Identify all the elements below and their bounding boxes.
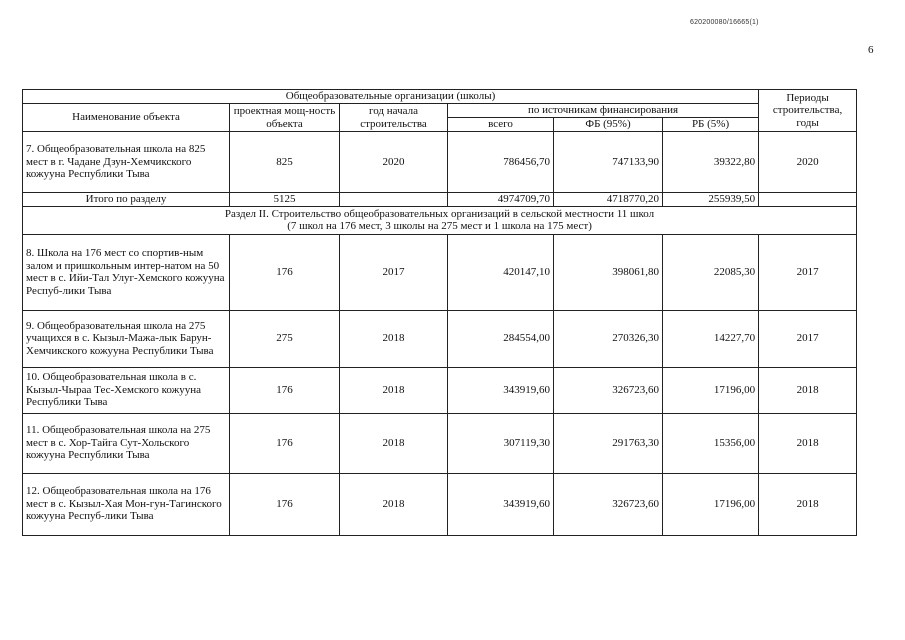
- fb-value: 326723,60: [554, 473, 663, 535]
- capacity-value: 176: [230, 413, 340, 473]
- fb-value: 398061,80: [554, 234, 663, 310]
- start-year-value: 2018: [340, 310, 448, 367]
- page-number: 6: [868, 44, 874, 56]
- header-fb: ФБ (95%): [554, 118, 663, 132]
- section-heading-row: [23, 206, 857, 234]
- header-start-year: год начала строительства: [340, 104, 448, 132]
- fb-value: 326723,60: [554, 367, 663, 413]
- header-row-1: [23, 90, 857, 104]
- start-year-value: 2018: [340, 473, 448, 535]
- period-value: 2018: [759, 473, 857, 535]
- subtotal-label: Итого по разделу: [23, 193, 230, 207]
- total-value: 343919,60: [448, 367, 554, 413]
- subtotal-capacity: 5125: [230, 193, 340, 207]
- start-year-value: 2018: [340, 413, 448, 473]
- table-row: [23, 132, 857, 193]
- capacity-value: 176: [230, 473, 340, 535]
- period-value: 2020: [759, 132, 857, 193]
- rb-value: 17196,00: [663, 473, 759, 535]
- total-value: 307119,30: [448, 413, 554, 473]
- section-heading-line2: (7 школ на 176 мест, 3 школы на 275 мест и 1 школа на 175 мест): [287, 220, 592, 232]
- capacity-value: 275: [230, 310, 340, 367]
- rb-value: 15356,00: [663, 413, 759, 473]
- table-row: [23, 367, 857, 413]
- fb-value: 270326,30: [554, 310, 663, 367]
- total-value: 343919,60: [448, 473, 554, 535]
- capacity-value: 176: [230, 234, 340, 310]
- subtotal-row: [23, 193, 857, 207]
- rb-value: 39322,80: [663, 132, 759, 193]
- start-year-value: 2020: [340, 132, 448, 193]
- table-row: [23, 473, 857, 535]
- header-total: всего: [448, 118, 554, 132]
- subtotal-total: 4974709,70: [448, 193, 554, 207]
- period-value: 2017: [759, 310, 857, 367]
- document-id: 620200080/16665(1): [690, 19, 759, 26]
- header-capacity: проектная мощ-ность объекта: [230, 104, 340, 132]
- subtotal-fb: 4718770,20: [554, 193, 663, 207]
- header-row-2: [23, 104, 857, 118]
- table-row: [23, 413, 857, 473]
- rb-value: 17196,00: [663, 367, 759, 413]
- header-group-title: Общеобразовательные организации (школы): [23, 90, 759, 104]
- start-year-value: 2017: [340, 234, 448, 310]
- table-row: [23, 310, 857, 367]
- school-construction-table: [22, 89, 857, 536]
- table-row: [23, 234, 857, 310]
- period-value: 2017: [759, 234, 857, 310]
- period-value: 2018: [759, 367, 857, 413]
- subtotal-start-year-empty: [340, 193, 448, 207]
- header-name: Наименование объекта: [23, 104, 230, 132]
- capacity-value: 825: [230, 132, 340, 193]
- object-name: 8. Школа на 176 мест со спортив-ным залом и пришкольным интер-натом на 50 мест в с. Ийи-Тал Улуг-Хемского кожууна Респуб-лики Тыва: [23, 234, 230, 310]
- object-name: 10. Общеобразовательная школа в с. Кызыл-Чыраа Тес-Хемского кожууна Республики Тыва: [23, 367, 230, 413]
- fb-value: 291763,30: [554, 413, 663, 473]
- object-name: 7. Общеобразовательная школа на 825 мест в г. Чадане Дзун-Хемчикского кожууна Республики Тыва: [23, 132, 230, 193]
- total-value: 420147,10: [448, 234, 554, 310]
- start-year-value: 2018: [340, 367, 448, 413]
- fb-value: 747133,90: [554, 132, 663, 193]
- total-value: 786456,70: [448, 132, 554, 193]
- total-value: 284554,00: [448, 310, 554, 367]
- object-name: 11. Общеобразовательная школа на 275 мест в с. Хор-Тайга Сут-Хольского кожууна Республики Тыва: [23, 413, 230, 473]
- subtotal-rb: 255939,50: [663, 193, 759, 207]
- capacity-value: 176: [230, 367, 340, 413]
- section-heading: [23, 206, 857, 234]
- header-funding-group: по источникам финансирования: [448, 104, 759, 118]
- rb-value: 14227,70: [663, 310, 759, 367]
- header-periods: Периоды строительства, годы: [759, 90, 857, 132]
- header-rb: РБ (5%): [663, 118, 759, 132]
- rb-value: 22085,30: [663, 234, 759, 310]
- object-name: 9. Общеобразовательная школа на 275 учащихся в с. Кызыл-Мажа-лык Барун-Хемчикского кожууна Республики Тыва: [23, 310, 230, 367]
- section-heading-line1: Раздел II. Строительство общеобразовательных организаций в сельской местности 11 школ: [224, 207, 655, 220]
- object-name: 12. Общеобразовательная школа на 176 мест в с. Кызыл-Хая Мон-гун-Тагинского кожууна Респуб-лики Тыва: [23, 473, 230, 535]
- subtotal-period-empty: [759, 193, 857, 207]
- period-value: 2018: [759, 413, 857, 473]
